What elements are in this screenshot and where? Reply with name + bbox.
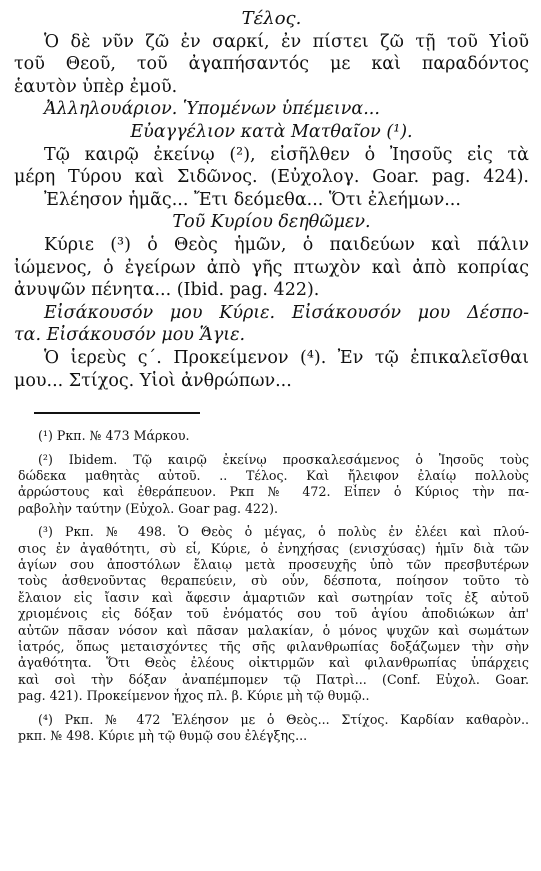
text-line: Εὐαγγέλιον κατὰ Ματθαῖον (¹). xyxy=(130,121,413,142)
text-line: Κύριε (³) ὁ Θεὸς ἡμῶν, ὁ παιδεύων καὶ πάλιν xyxy=(44,234,529,255)
footnote-rule xyxy=(34,412,200,414)
text-line: Τῷ καιρῷ ἐκείνῳ (²), εἰσῆλθεν ὁ Ἰησοῦς εἰς τὰ xyxy=(44,144,529,165)
footnote-line: ἔλαιον εἰς ἴασιν καὶ ἄφεσιν ἁμαρτιῶν καὶ σωτηρίαν τοῖς ἐξ αὐτοῦ xyxy=(18,589,529,605)
text-line: τα. Εἰσάκουσόν μου Ἅγιε. xyxy=(14,325,246,346)
footnote-line: (³) Ркп. № 498. Ὁ Θεὸς ὁ μέγας, ὁ πολὺς ἐν ἐλέει καὶ πλού- xyxy=(38,524,529,540)
footnote xyxy=(18,452,529,518)
footnote-line: ραβολὴν ταύτην (Εὐχολ. Goar pag. 422). xyxy=(18,500,278,516)
text-line: Εἰσάκουσόν μου Κύριε. Εἰσάκουσόν μου Δέσπο- xyxy=(44,302,529,323)
footnote-line: ἰατρός, ὅπως μεταισχόντες τῆς σῆς φιλανθρωπίας δοξάζωμεν τὴν σὴν xyxy=(18,638,529,654)
text-line: Ὁ ἱερεὺς ς΄. Προκείμενον (⁴). Ἐν τῷ ἐπικαλεῖσθαι xyxy=(44,347,529,368)
footnote-line: pag. 421). Προκείμενον ἦχος πλ. β. Κύριε μὴ τῷ θυμῷ.. xyxy=(18,688,370,704)
text-line: μέρη Τύρου καὶ Σιδῶνος. (Εὐχολογ. Goar. pag. 424). xyxy=(14,167,529,188)
text-line: ἀνυψῶν πένητα... (Ibid. pag. 422). xyxy=(14,280,320,301)
footnotes xyxy=(18,428,529,744)
text-line: μου... Στίχος. Υἱοὶ ἀνθρώπων... xyxy=(14,370,292,391)
text-line: Ὁ δὲ νῦν ζῶ ἐν σαρκί, ἐν πίστει ζῶ τῇ τοῦ Υἱοῦ xyxy=(44,31,529,52)
main-text xyxy=(14,8,529,392)
footnote xyxy=(18,428,529,444)
footnote-line: ἀρρώστους καὶ ἐθεράπευον. Ркп № 472. Εἶπεν ὁ Κύριος τὴν πα- xyxy=(18,484,529,500)
end-heading: Τέλος. xyxy=(241,8,302,29)
text-line: ἑαυτὸν ὑπὲρ ἐμοῦ. xyxy=(14,76,178,97)
footnote-line: αὐτῶν πᾶσαν νόσον καὶ πᾶσαν μαλακίαν, ὁ μόνος ψυχῶν καὶ σωμάτων xyxy=(18,622,529,638)
text-line: Ἐλέησον ἡμᾶς... Ἔτι δεόμεθα... Ὅτι ἐλεήμων... xyxy=(44,189,461,210)
body-lines xyxy=(14,31,529,393)
footnote-line: σιος ἐν ἀγαθότητι, σὺ εἶ, Κύριε, ὁ ἐνηχήσας (ενισχύσας) ἡμῖν διὰ τῶν xyxy=(18,540,529,556)
text-line: τοῦ Θεοῦ, τοῦ ἀγαπήσαντός με καὶ παραδόντος xyxy=(14,54,529,75)
footnote-line: ркп. № 498. Κύριε μὴ τῷ θυμῷ σου ἐλέγξης... xyxy=(18,728,308,743)
footnote-line: (²) Ibidem. Τῷ καιρῷ ἐκείνῳ προσκαλεσάμενος ὁ Ἰησοῦς τοὺς xyxy=(38,451,529,467)
footnote-line: ἁγίων σου ἀποστόλων ἔλαιῳ μετὰ προσευχῆς ὑπὸ τῶν πρεσβυτέρων xyxy=(18,556,529,572)
footnote-line: χριομένοις εἰς δόξαν τοῦ ἐνόματός σου τοῦ ἁγίου ἀποδιώκων ἀπ' xyxy=(18,606,529,622)
text-line: ἰώμενος, ὁ ἐγείρων ἀπὸ γῆς πτωχὸν καὶ ἀπὸ κοπρίας xyxy=(14,257,529,278)
footnote-line: τοὺς ἀσθενοῦντας θεραπεύειν, σὺ οὖν, δέσποτα, ποίησον τοῦτο τὸ xyxy=(18,573,529,589)
text-line: Τοῦ Κυρίου δεηθῶμεν. xyxy=(172,212,371,233)
footnote xyxy=(18,524,529,704)
footnote xyxy=(18,712,529,745)
footnote-line: ἀγαθότητα. Ὅτι Θεὸς ἐλέους οἰκτιρμῶν καὶ φιλανθρωπίας ὑπάρχεις xyxy=(18,655,529,671)
footnote-line: (⁴) Ркп. № 472 Ἐλέησον με ὁ Θεὸς... Στίχος. Καρδίαν καθαρὸν.. xyxy=(38,711,529,727)
footnote-line: δώδεκα μαθητὰς αὐτοῦ. .. Τέλος. Καὶ ἤλειφον ἐλαίῳ πολλοὺς xyxy=(18,467,529,483)
footnote-line: (¹) Ркп. № 473 Μάρκου. xyxy=(38,428,190,444)
text-line: Ἀλληλουάριον. Ὑπομένων ὑπέμεινα... xyxy=(44,99,380,120)
footnote-line: καὶ σοὶ τὴν δόξαν ἀναπέμπομεν τῷ Πατρὶ... (Conf. Εὐχολ. Goar. xyxy=(18,671,529,687)
